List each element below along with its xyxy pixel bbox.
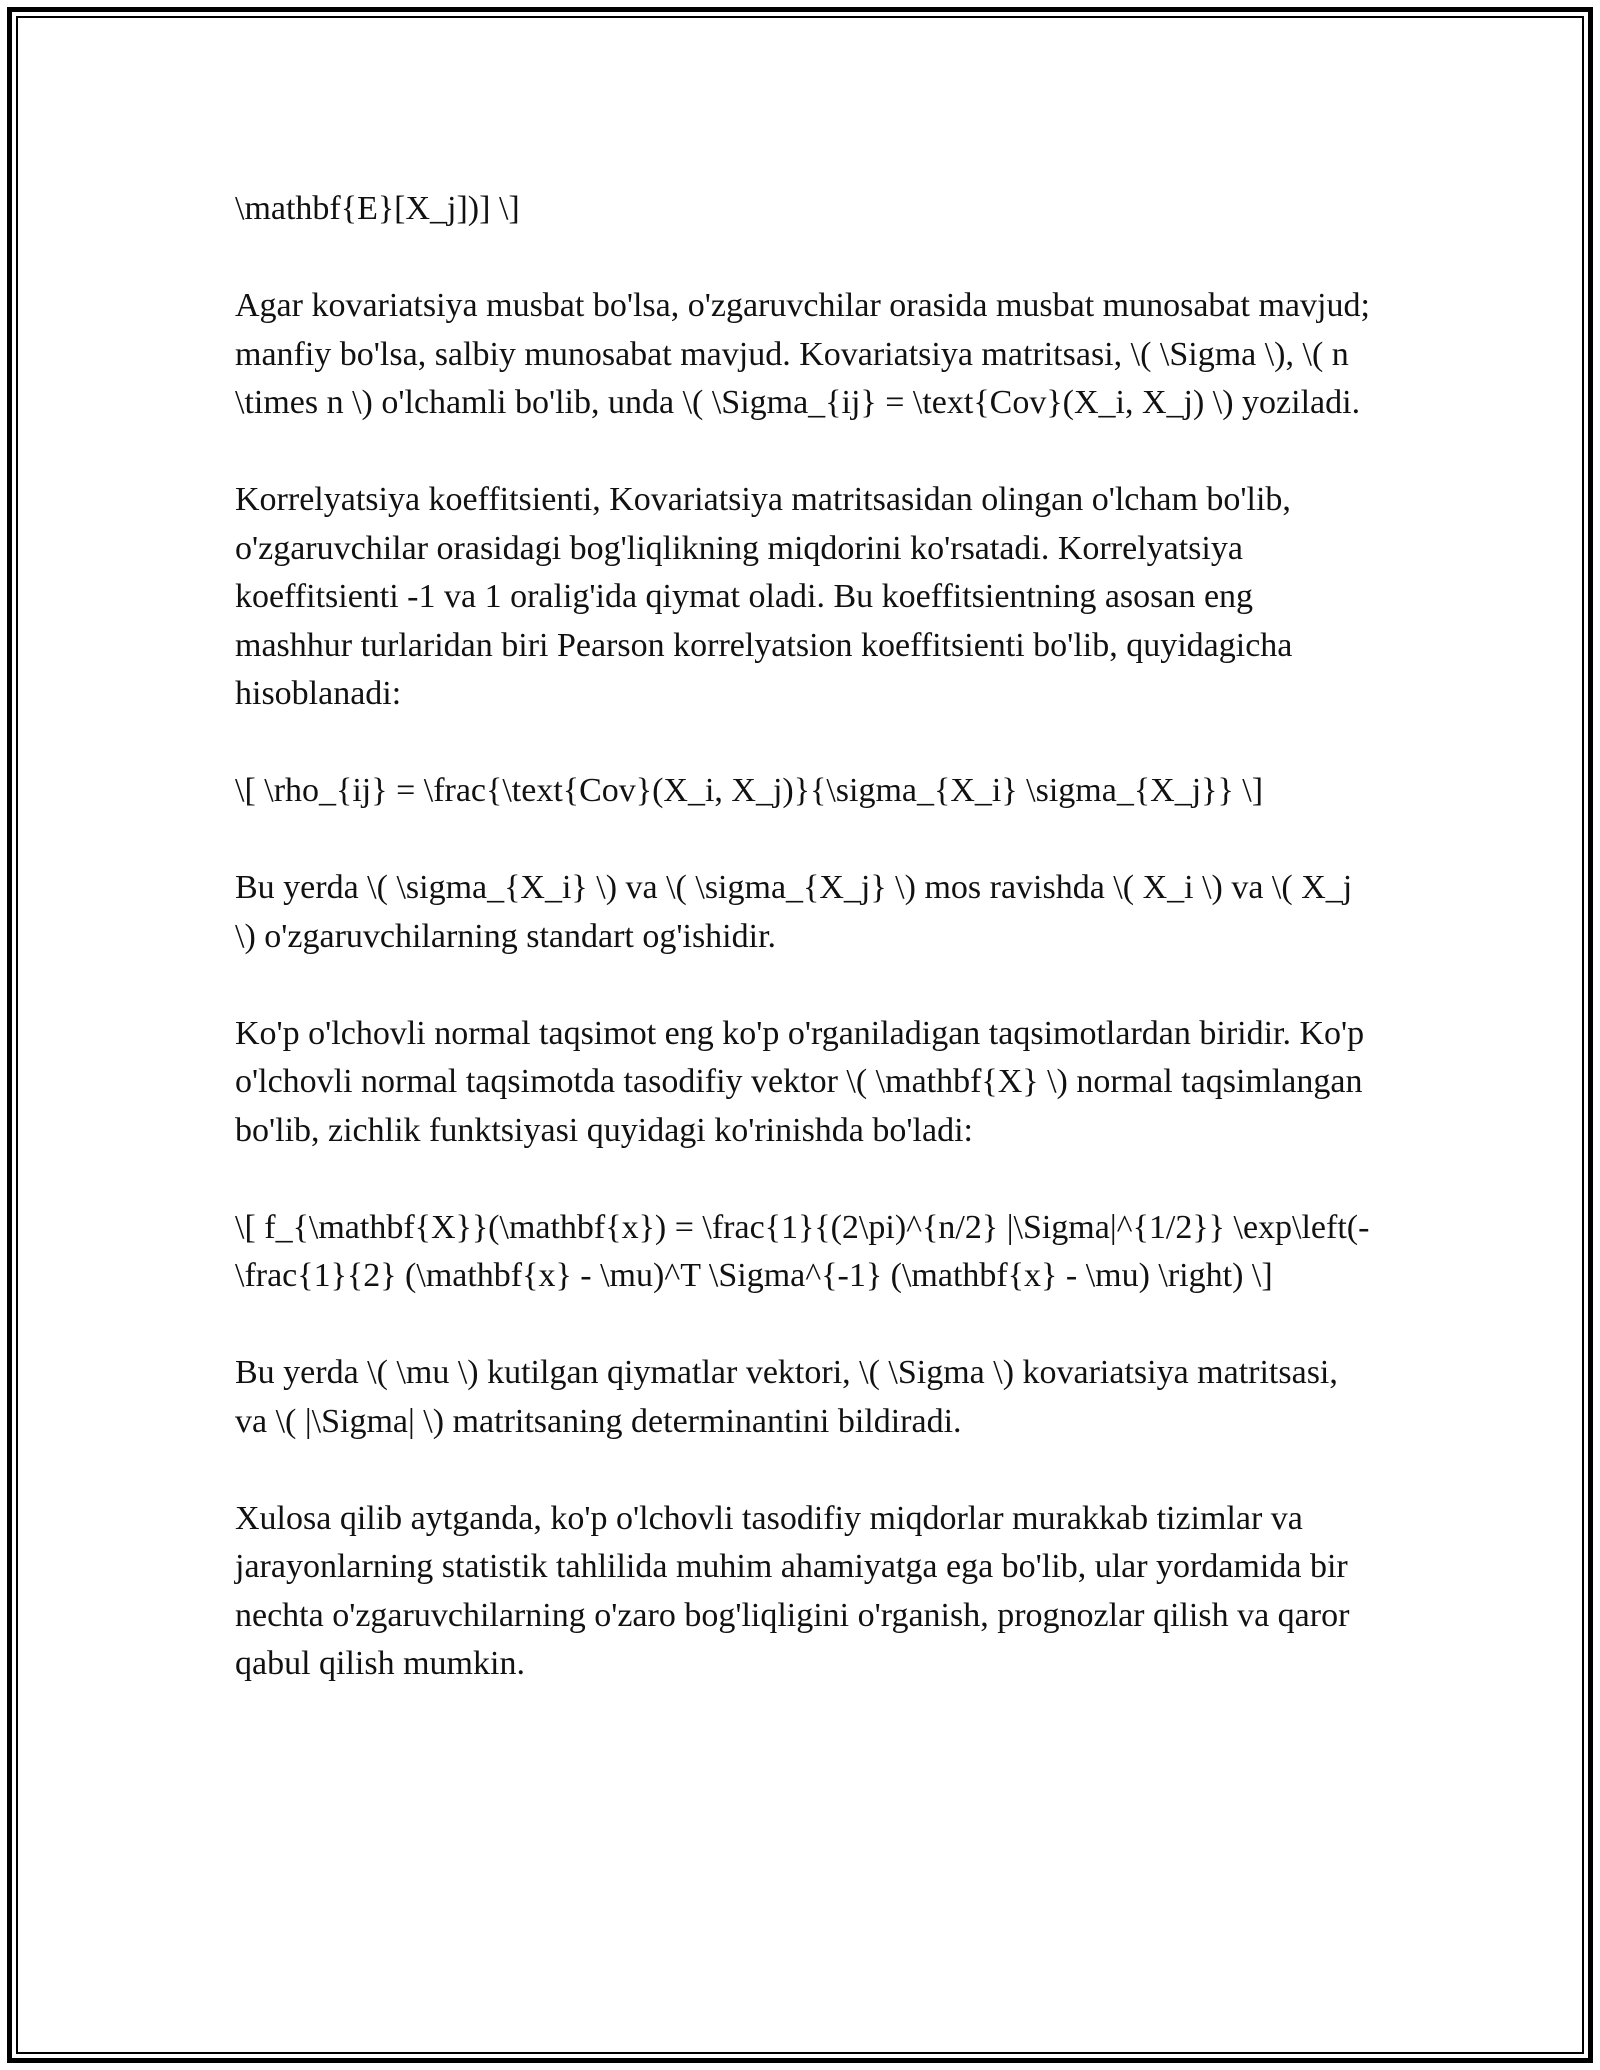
document-body [235,185,1370,1737]
paragraph-mu-definition: Bu yerda \( \mu \) kutilgan qiymatlar vektori, \( \Sigma \) kovariatsiya matritsasi, va \( |\Sigma| \) matritsaning determinantini bildiradi. [235,1354,1338,1440]
paragraph-sigma-definition: Bu yerda \( \sigma_{X_i} \) va \( \sigma_{X_j} \) mos ravishda \( X_i \) va \( X_j \) o'zgaruvchilarning standart og'ishidir. [235,869,1353,955]
equation-fragment: \mathbf{E}[X_j])] \] [235,190,520,227]
paragraph-normal-distribution: Ko'p o'lchovli normal taqsimot eng ko'p o'rganiladigan taqsimotlardan biridir. Ko'p o'lchovli normal taqsimotda tasodifiy vektor \( \mathbf{X} \) normal taqsimlangan bo'lib, zichlik funktsiyasi quyidagi ko'rinishda bo'ladi: [235,1014,1365,1149]
paragraph-correlation: Korrelyatsiya koeffitsienti, Kovariatsiya matritsasidan olingan o'lcham bo'lib, o'zgaruvchilar orasidagi bog'liqlikning miqdorini ko'rsatadi. Korrelyatsiya koeffitsienti -1 va 1 oralig'ida qiymat oladi. Bu koeffitsientning asosan eng mashhur turlaridan biri Pearson korrelyatsion koeffitsienti bo'lib, quyidagicha hisoblanadi: [235,481,1293,712]
paragraph-conclusion: Xulosa qilib aytganda, ko'p o'lchovli tasodifiy miqdorlar murakkab tizimlar va jarayonlarning statistik tahlilida muhim ahamiyatga ega bo'lib, ular yordamida bir nechta o'zgaruvchilarning o'zaro bog'liqligini o'rganish, prognozlar qilish va qaror qabul qilish mumkin. [235,1499,1350,1682]
equation-pearson: \[ \rho_{ij} = \frac{\text{Cov}(X_i, X_j)}{\sigma_{X_i} \sigma_{X_j}} \] [235,772,1264,809]
paragraph-covariance: Agar kovariatsiya musbat bo'lsa, o'zgaruvchilar orasida musbat munosabat mavjud; manfiy bo'lsa, salbiy munosabat mavjud. Kovariatsiya matritsasi, \( \Sigma \), \( n \times n \) o'lchamli bo'lib, unda \( \Sigma_{ij} = \text{Cov}(X_i, X_j) \) yoziladi. [235,287,1370,421]
equation-density: \[ f_{\mathbf{X}}(\mathbf{x}) = \frac{1}{(2\pi)^{n/2} |\Sigma|^{1/2}} \exp\left(-\frac{1}{2} (\mathbf{x} - \mu)^T \Sigma^{-1} (\mathbf{x} - \mu) \right) \] [235,1208,1370,1294]
